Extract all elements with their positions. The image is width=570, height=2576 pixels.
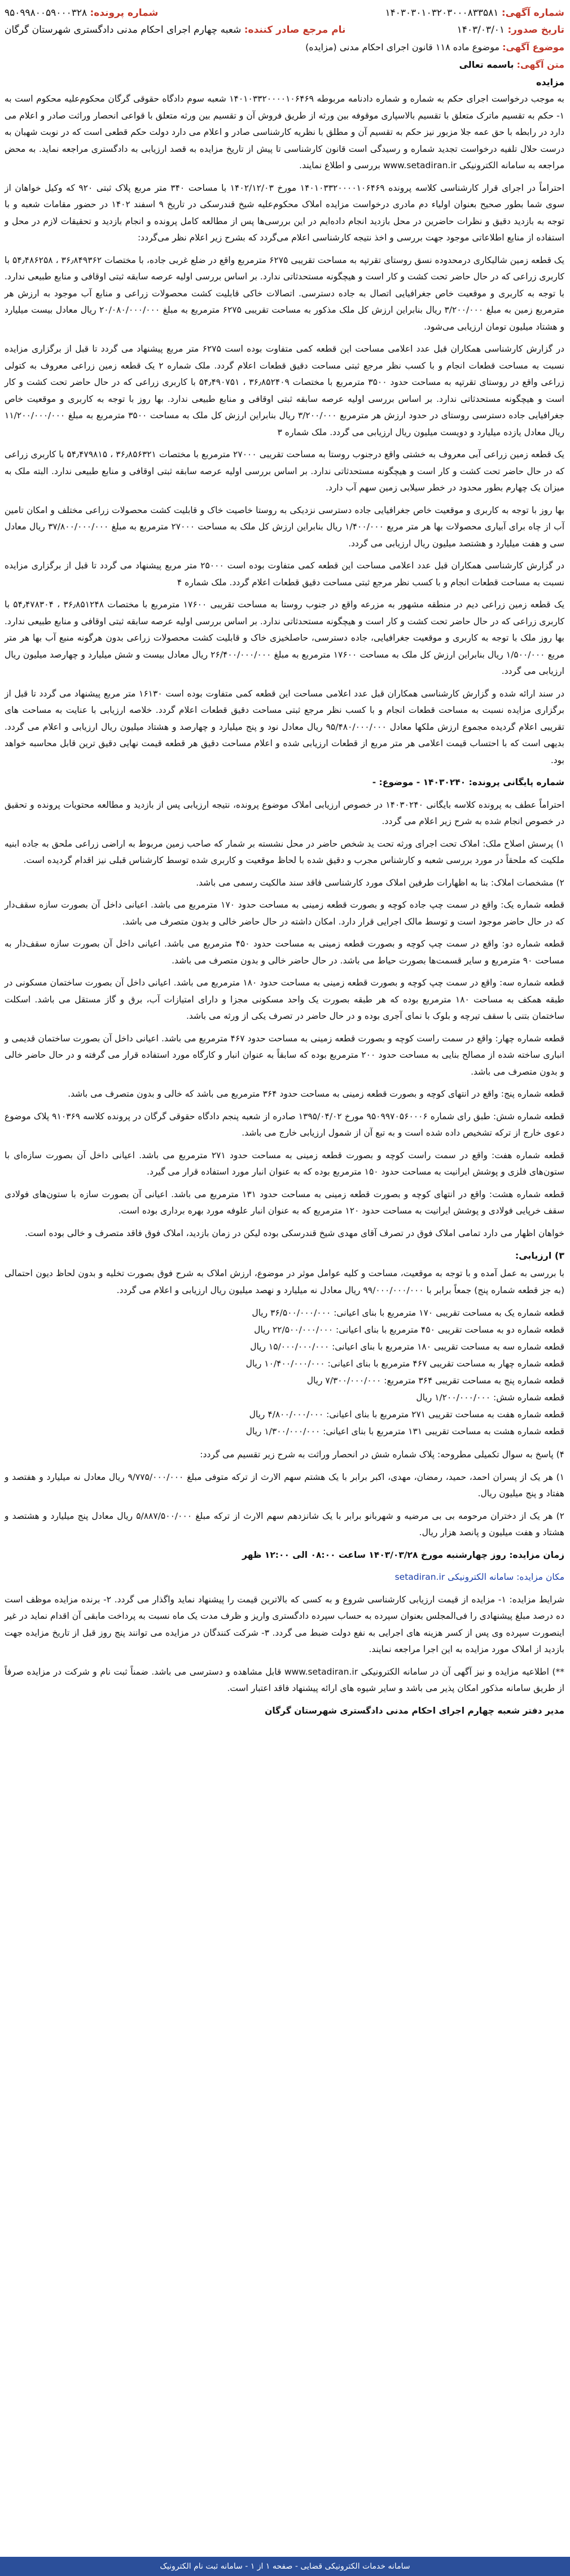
valuation-heading: ۳) ارزیابی: <box>515 1250 564 1261</box>
header-right <box>385 5 564 38</box>
footer-text: سامانه خدمات الکترونیکی قضایی - صفحه ۱ از ۱ - سامانه ثبت نام الکترونیک <box>160 2562 410 2571</box>
paragraph: قطعه شماره دو: واقع در سمت چپ کوچه و بصورت قطعه زمینی به مساحت حدود ۴۵۰ مترمربع می باشد. اعیانی داخل آن بصورت سازه سقف‌دار به مساحت ۹۰ مترمربع و سایر قسمت‌ها بصورت حیاط می باشد. در حال حاضر خالی و بدون متصرف می باشد. <box>5 939 564 966</box>
paragraph: قطعه شماره یک: واقع در سمت چپ جاده کوچه و بصورت قطعه زمینی به مساحت حدود ۱۷۰ مترمربع می باشد. اعیانی داخل آن بصورت سازه سقف‌دار که در حال حاضر موجود است و توسط مالک اجرایی قرار دارد. امکان داشته در حال حاضر خالی و بدون متصرف می باشد. <box>5 900 564 927</box>
paragraph: قطعه شماره هفت: واقع در سمت راست کوچه و بصورت قطعه زمینی به مساحت حدود ۲۷۱ مترمربع می باشد. اعیانی داخل آن بصورت سازه‌ای با ستون‌های فلزی و پوشش ایرانیت به مساحت حدود ۱۵۰ مترمربع بوده که به عنوان انبار مورد استفاده قرار می گیرد. <box>5 1150 565 1177</box>
valuation-intro: با بررسی به عمل آمده و با توجه به موقعیت، مساحت و کلیه عوامل موثر در موضوع، ارزش املاک به شرح فوق بصورت تخلیه و بدون لحاظ دیون احتمالی (به جز قطعه شماره پنج) جمعاً برابر با ۹۹/۰۰۰/۰۰۰/۰۰۰ ریال معادل نه میلیارد و نهصد میلیون ریال ارزیابی و اعلام می گردد. <box>5 1268 564 1295</box>
valuation-item: قطعه شماره چهار به مساحت تقریبی ۴۶۷ مترمربع با بنای اعیانی: ۱۰/۴۰۰/۰۰۰/۰۰۰ ریال <box>245 1359 564 1369</box>
valuation-item: قطعه شماره یک به مساحت تقریبی ۱۷۰ مترمربع با بنای اعیانی: ۳۶/۵۰۰/۰۰۰/۰۰۰ ریال <box>252 1308 564 1318</box>
paragraph: یک قطعه زمین زراعی دیم در منطقه مشهور به مزرعه واقع در جنوب روستا به مساحت تقریبی ۱۷۶۰۰ مترمربع با مختصات ۳۶٫۸۵۱۲۴۸ ، ۵۴٫۴۷۸۳۰۴ با کاربری زراعی که در حال حاضر تحت کشت و کار است و هیچگونه مستحدثاتی ندارد. بر اساس بررسی اولیه عرصه سابقه ثبتی اوقافی و منابع طبیعی ندارد. بها روز ملک با توجه به کاربری و موقعیت جغرافیایی، جاده دسترسی، حاصلخیزی خاک و قابلیت کشت محصولات زراعی بدون هرگونه منبع آب بها هر متر مربع ۱/۵۰۰/۰۰۰ ریال بنابراین ارزش کل ملک به مساحت ۱۷۶۰۰ مترمربع به مبلغ ۲۶/۴۰۰/۰۰۰/۰۰۰ ریال معادل بیست و شش میلیارد و چهارصد میلیون ریال ارزیابی می گردد. <box>5 599 565 676</box>
file-number-row <box>5 5 345 21</box>
heirs-line: ۴) پاسخ به سوال تکمیلی مطروحه: پلاک شماره شش در انحصار وراثت به شرح زیر تقسیم می گردد: <box>200 1449 564 1460</box>
auction-place: مکان مزایده: سامانه الکترونیکی setadiran.ir <box>394 1572 564 1582</box>
paragraph: یک قطعه زمین شالیکاری درمحدوده نسق روستای تقرتپه به مساحت تقریبی ۶۲۷۵ مترمربع واقع در ضلع غربی جاده، با مختصات ۳۶٫۸۴۹۳۶۲ ، ۵۴٫۴۸۶۲۵۸ با کاربری زراعی که در حال حاضر تحت کشت و کار است و هیچگونه مستحدثاتی ندارد. بر اساس بررسی اولیه عرصه سابقه ثبتی اوقافی و منابع طبیعی ندارد. با توجه به کاربری و موقعیت خاص جغرافیایی اتصال به جاده دسترسی. اتصالات خاکی قابلیت کشت محصولات زراعی و منابع آب موجود به ارزش هر مترمربع زمین به مبلغ ۳/۲۰۰/۰۰۰ ریال بنابراین ارزش کل ملک مذکور به مساحت تقریبی ۶۲۷۵ مترمربع به مبلغ ۲۰/۰۸۰/۰۰۰/۰۰۰ ریال معادل بیست میلیارد و هشتاد میلیون تومان ارزیابی می‌شود. <box>5 255 564 332</box>
file-number-label: شماره پرونده: <box>90 7 159 19</box>
paragraph: قطعه شماره سه: واقع در سمت چپ کوچه و بصورت قطعه زمینی به مساحت حدود ۱۸۰ مترمربع می باشد. اعیانی داخل آن بصورت ساختمان مسکونی در طبقه همکف به مساحت ۱۸۰ مترمربع بوده که هر طبقه بصورت یک واحد مسکونی مجزا و دارای امتیازات آب، برق و گاز مستقل می باشد. اسکلت ساختمان بتنی با سقف تیرچه و بلوک با نمای آجری بوده و در حال حاضر در تصرف یکی از ورثه می باشد. <box>5 978 564 1021</box>
issue-date-row <box>385 21 564 38</box>
ad-number: ۱۴۰۳۰۳۰۱۰۳۲۰۳۰۰۰۸۳۳۵۸۱ <box>385 7 499 19</box>
heirs-section <box>5 1447 564 1541</box>
valuation-list <box>5 1304 564 1440</box>
issue-date-label: تاریخ صدور: <box>507 24 564 36</box>
paragraph: خواهان اظهار می دارد تمامی املاک فوق در تصرف آقای مهدی شیخ قندرسکی بوده لیکن در زمان بازدید، املاک فوق فاقد متصرف و خالی بوده است. <box>25 1228 564 1238</box>
paragraph-list <box>5 91 564 1242</box>
issue-date: ۱۴۰۳/۰۳/۰۱ <box>457 24 505 36</box>
auction-notice: **) اطلاعیه مزایده و نیز آگهی آن در سامانه الکترونیکی www.setadiran.ir قابل مشاهده و دسترسی می باشد. ضمناً ثبت نام و شرکت در مزایده صرفاً از طریق سامانه مذکور امکان پذیر می باشد و سایر شیوه های ارائه پیشنهاد فاقد اعتبار است. <box>5 1666 564 1693</box>
valuation-item: قطعه شماره هفت به مساحت تقریبی ۲۷۱ مترمربع با بنای اعیانی: ۴/۸۰۰/۰۰۰/۰۰۰ ریال <box>249 1409 564 1420</box>
valuation-item: قطعه شماره سه به مساحت تقریبی ۱۸۰ مترمربع با بنای اعیانی: ۱۵/۰۰۰/۰۰۰/۰۰۰ ریال <box>250 1342 564 1352</box>
paragraph: قطعه شماره پنج: واقع در انتهای کوچه و بصورت قطعه زمینی به مساحت حدود ۳۶۴ مترمربع می باشد که خالی و بدون متصرف می باشد. <box>68 1089 564 1099</box>
paragraph: در سند ارائه شده و گزارش کارشناسی همکاران قبل عدد اعلامی مساحت این قطعه کمی متفاوت بوده است ۱۶۱۳۰ متر مربع پیشنهاد می گردد تا قبل از برگزاری مزایده نسبت به مساحت قطعات انجام و با کسب نظر مرجع ثبتی مساحت دقیق قطعات اعلام گردد. خلاصه ارزیابی با عنایت به مساحت های تقریبی اعلام گردیده مجموع ارزش ملکها معادل ۹۵/۴۸۰/۰۰۰/۰۰۰ ریال معادل نود و پنج میلیارد و چهارصد و هشتاد میلیون ریال ارزیابی و اعلام می گردد. بدیهی است که با احتساب قیمت اعلامی هر متر مربع از قطعات ارزیابی شده و اعلام مساحت دقیق هر قطعه قیمت نهایی دقیق ترین قابل محاسبه خواهد بود. <box>5 688 564 765</box>
paragraph: قطعه شماره شش: طبق رای شماره ۹۵۰۹۹۷۰۵۶۰۰۰۶ مورخ ۱۳۹۵/۰۴/۰۲ صادره از شعبه پنجم دادگاه حقوقی گرگان در پرونده کلاسه ۹۱۰۳۶۹ پلاک موضوع دعوی خارج از ترکه تشخیص داده شده است و به تبع آن از شمول ارزیابی خارج می باشد. <box>5 1111 564 1138</box>
valuation-item: قطعه شماره هشت به مساحت تقریبی ۱۳۱ مترمربع با بنای اعیانی: ۱/۳۰۰/۰۰۰/۰۰۰ ریال <box>245 1426 564 1436</box>
bismillah: باسمه تعالی <box>459 59 514 70</box>
paragraph: احتراماً عطف به پرونده کلاسه بایگانی ۱۴۰۳۰۲۴۰ در خصوص ارزیابی املاک موضوع پرونده، نتیجه ارزیابی پس از بازدید و مطالعه محتویات پرونده و تحقیق در خصوص انجام شده به شرح زیر اعلام می گردد. <box>5 799 564 826</box>
valuation-item: قطعه شماره دو به مساحت تقریبی ۴۵۰ مترمربع با بنای اعیانی: ۲۲/۵۰۰/۰۰۰/۰۰۰ ریال <box>254 1325 564 1335</box>
body-label-row <box>5 56 564 73</box>
footer-bar <box>0 2557 570 2576</box>
auction-terms <box>5 1547 564 1720</box>
paragraph: در گزارش کارشناسی همکاران قبل عدد اعلامی مساحت این قطعه کمی متفاوت بوده است ۶۲۷۵ متر مربع پیشنهاد می گردد تا قبل از برگزاری مزایده نسبت به مساحت قطعات انجام و با کسب نظر مرجع ثبتی مساحت دقیق قطعات اعلام گردد. ملک شماره ۲ یک قطعه زمین زراعی معروف به کتولی زراعی واقع در روستای تقرتپه به مساحت حدود ۳۵۰۰ مترمربع با مختصات ۳۶٫۸۵۲۴۰۹ ، ۵۴٫۴۹۰۷۵۱ با کاربری زراعی که در حال حاضر تحت کشت و کار است و هیچگونه مستحدثاتی ندارد. بر اساس بررسی اولیه عرصه سابقه ثبتی اوقافی و منابع طبیعی ندارد. بها روز با توجه به کاربری و موقعیت خاص جغرافیایی جاده دسترسی روستای در حدود ارزش هر مترمربع ۳/۲۰۰/۰۰۰ ریال بنابراین ارزش کل ملک به مساحت ۳۵۰۰ مترمربع به مبلغ ۱۱/۲۰۰/۰۰۰/۰۰۰ ریال معادل یازده میلیارد و دویست میلیون ریال ارزیابی می گردد. ملک شماره ۳ <box>5 344 565 437</box>
auction-conditions: شرایط مزایده: ۱- مزایده از قیمت ارزیابی کارشناسی شروع و به کسی که بالاترین قیمت را پیشنهاد نماید واگذار می گردد. ۲- برنده مزایده موظف است ده درصد مبلغ پیشنهادی را فی‌المجلس بعنوان سپرده به حساب سپرده دادگستری واریز و ظرف مدت یک ماه نسبت به پرداخت مابقی آن اقدام نماید در غیر اینصورت سپرده وی پس از کسر هزینه های اجرایی به نفع دولت ضبط می گردد. ۳- شرکت کنندگان در مزایده می توانند پنج روز قبل از تاریخ مزایده جهت بازدید از املاک مورد مزایده به این اجرا مراجعه نمایند. <box>5 1594 565 1654</box>
file-number: ۹۵۰۹۹۸۰۰۵۹۰۰۰۳۲۸ <box>5 7 87 19</box>
heirs-line: ۲) هر یک از دختران مرحومه بی بی مرضیه و شهربانو برابر با یک شانزدهم سهم الارث از ترکه مبلغ ۵/۸۸۷/۵۰۰/۰۰۰ ریال معادل پنج میلیارد و هشتصد و هشتاد و هفت میلیون و پانصد هزار ریال. <box>5 1510 564 1537</box>
ad-header <box>5 0 564 38</box>
subject-row <box>5 38 564 56</box>
paragraph: به موجب درخواست اجرای حکم به شماره و شماره دادنامه مربوطه ۱۴۰۱۰۳۳۲۰۰۰۰۱۰۶۴۶۹ شعبه سوم دادگاه حقوقی گرگان محکوم‌علیه محکوم است به ۱- حکم به تقسیم ماترک متعلق با تقسیم بالاسپاری موقوفه بین ورثه از طریق فروش آن و تقسیم بین ورثه متعلق با قواعی انحصار وراثت صادر و اعلام می دارد در رابطه با حق عمه جلا مزبور نیز حکم به تقسیم آن و مطلق با نظریه کارشناسی صادر و اعلام می دارد دولت حکم قطعی است که در نوبت شهبان به درست حلال تلفیه درخواست تجدید شماره و رسیدگی است قانون کارشناسی تا پیش از تاریخ مزایده به قصد ارزیابی به دادگستری مراجعه نماید. به محض مراجعه به سامانه الکترونیکی www.setadiran.ir بررسی و اطلاع نمایند. <box>5 94 564 170</box>
valuation-item: قطعه شماره شش: ۱/۲۰۰/۰۰۰/۰۰۰ ریال <box>416 1392 564 1403</box>
subject-text: موضوع ماده ۱۱۸ قانون اجرای احکام مدنی (مزایده) <box>305 42 500 52</box>
auction-time: زمان مزایده: روز چهارشنبه مورخ ۱۴۰۳/۰۳/۲۸ ساعت ۰۸:۰۰ الی ۱۲:۰۰ ظهر <box>242 1549 564 1560</box>
paragraph: در گزارش کارشناسی همکاران قبل عدد اعلامی مساحت این قطعه کمی متفاوت بوده است ۲۵۰۰۰ متر مربع پیشنهاد می گردد تا قبل از برگزاری مزایده نسبت به مساحت قطعات انجام و با کسب نظر مرجع ثبتی مساحت دقیق قطعات اعلام گردد. ملک شماره ۴ <box>5 560 564 588</box>
source-row <box>5 21 345 38</box>
paragraph: ۱) پرسش اصلاح ملک: املاک تحت اجرای ورثه تحت ید شخص حاضر در محل نشسته بر شمار که صاحب زمین مربوط به اراضی زراعی ملحق به جاده ابنیه ملکیت که ملحقاً در مورد بررسی شعبه و کارشناس مجرب و دقیق شده با لحاظ موقعیت و کاربری شده توسط کارشناس قبلی نیز اقدام گردیده است. <box>5 838 564 865</box>
ad-number-label: شماره آگهی: <box>501 7 564 19</box>
paragraph: شماره پایگانی پرونده: ۱۴۰۳۰۲۴۰ - موضوع: - <box>372 777 564 787</box>
subject-label: موضوع آگهی: <box>502 42 564 52</box>
paragraph: یک قطعه زمین زراعی آبی معروف به خشتی واقع درجنوب روستا به مساحت تقریبی ۲۷۰۰۰ مترمربع با مختصات ۳۶٫۸۵۶۳۲۱ ، ۵۴٫۴۷۹۸۱۵ با کاربری زراعی که در حال حاضر تحت کشت و کار است و هیچگونه مستحدثاتی ندارد. بر اساس بررسی اولیه عرصه سابقه ثبتی اوقافی و منابع طبیعی ندارد. البته ملک به میزان یک چهارم بطور محدود در خطر سیلابی زمین سهم آب دارد. <box>5 449 564 493</box>
paragraph: احتراماً در اجرای قرار کارشناسی کلاسه پرونده ۱۴۰۱۰۳۳۲۰۰۰۰۱۰۶۴۶۹ مورخ ۱۴۰۲/۱۲/۰۳ با مساحت ۳۴۰ متر مربع پلاک ثبتی ۹۲۰ که وکیل خواهان از سوی شما بطور صحیح بعنوان اولیاء دم مادری درخواست مزایده املاک محکوم‌علیه شیخ قندرسکی در تاریخ ۹ اسفند ۱۴۰۲ در حضور مقامات شعبه و با توجه به بازدید دقیق و نظرات حاضرین در محل بازدید انجام داده‌ایم در این بررسی‌ها پس از مطالعه کامل پرونده و انجام بازدید و تحقیقات لازم در محل و استفاده از منابع اطلاعاتی موجود جهت بررسی و اخذ نتیجه کارشناسی اعلام می‌گردد که بشرح زیر اعلام نظر می‌گردد: <box>5 182 565 243</box>
paragraph: قطعه شماره چهار: واقع در سمت راست کوچه و بصورت قطعه زمینی به مساحت حدود ۴۶۷ مترمربع می باشد. اعیانی داخل آن بصورت ساختمان قدیمی و انباری ساخته شده از مصالح بنایی به مساحت حدود ۲۰۰ مترمربع بوده که سابقاً به عنوان انبار و کارگاه مورد استفاده قرار می گرفته و در حال حاضر خالی و بدون متصرف می باشد. <box>5 1033 564 1077</box>
source-name: شعبه چهارم اجرای احکام مدنی دادگستری شهرستان گرگان <box>5 24 242 36</box>
valuation-item: قطعه شماره پنج به مساحت تقریبی ۳۶۴ مترمربع: ۷/۳۰۰/۰۰۰/۰۰۰ ریال <box>306 1375 564 1386</box>
ad-number-row <box>385 5 564 21</box>
signature-line: مدیر دفتر شعبه چهارم اجرای احکام مدنی دادگستری شهرستان گرگان <box>265 1705 564 1716</box>
body-label: متن آگهی: <box>516 59 564 70</box>
source-label: نام مرجع صادر کننده: <box>244 24 346 36</box>
paragraph: ۲) مشخصات املاک: بنا به اظهارات طرفین املاک مورد کارشناسی فاقد سند مالکیت رسمی می باشد. <box>196 877 564 888</box>
paragraph: قطعه شماره هشت: واقع در انتهای کوچه و بصورت قطعه زمینی به مساحت حدود ۱۳۱ مترمربع می باشد. اعیانی آن بصورت سازه با ستون‌های فولادی سقف خرپایی فولادی و پوشش ایرانیت به مساحت حدود ۱۲۰ مترمربع که به عنوان انبار علوفه مورد بهره برداری بوده است. <box>5 1189 564 1216</box>
heirs-line: ۱) هر یک از پسران احمد، حمید، رمضان، مهدی، اکبر برابر با یک هشتم سهم الارث از ترکه متوفی مبلغ ۹/۷۷۵/۰۰۰/۰۰۰ ریال معادل نه میلیارد و هفتصد و هفتاد و پنج میلیون ریال. <box>5 1471 564 1499</box>
auction-title: مزایده <box>536 77 564 87</box>
paragraph: بها روز با توجه به کاربری و موقعیت خاص جغرافیایی جاده دسترسی نزدیکی به روستا خاصیت خاک و قابلیت کشت محصولات زراعی مختلف و امکان تامین آب از چاه برای آبیاری محصولات بها هر متر مربع ۱/۴۰۰/۰۰۰ ریال بنابراین ارزش کل ملک به مساحت ۲۷۰۰۰ مترمربع به مبلغ ۳۷/۸۰۰/۰۰۰/۰۰۰ ریال معادل سی و هفت میلیارد و هشتصد میلیون ریال ارزیابی می گردد. <box>5 505 564 549</box>
spacer <box>5 1440 564 1447</box>
header-left <box>5 5 345 38</box>
